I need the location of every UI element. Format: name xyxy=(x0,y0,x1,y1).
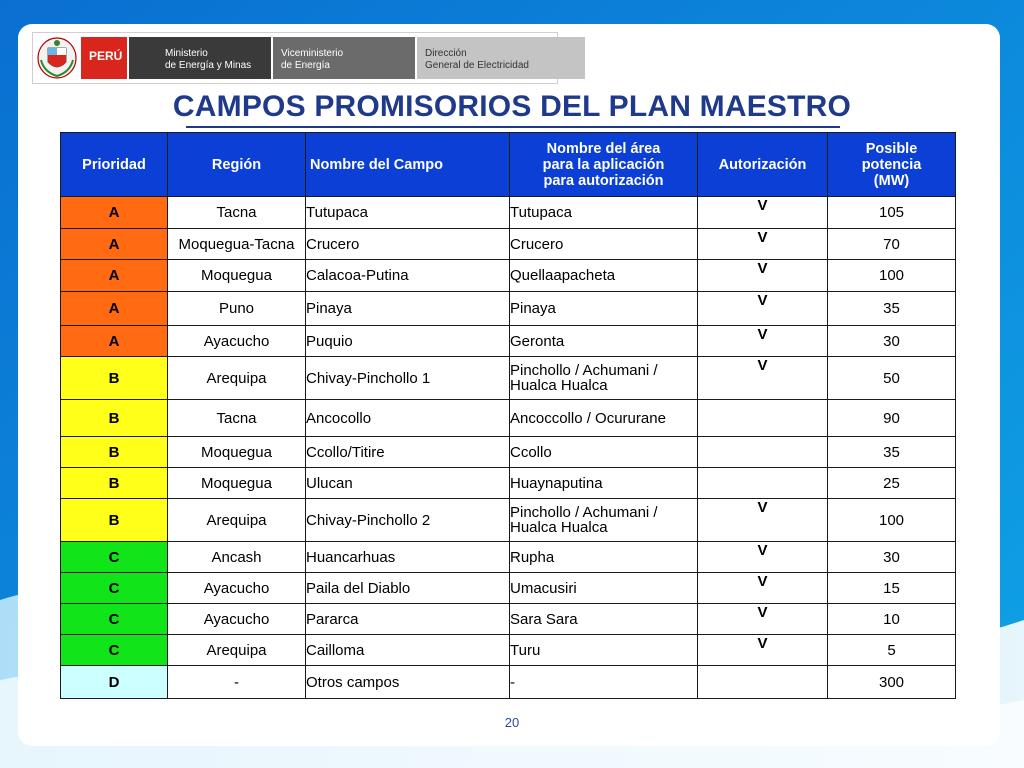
area-cell: Ancoccollo / Ocururane xyxy=(510,400,698,437)
campo-cell: Huancarhuas xyxy=(306,542,510,573)
prioridad-cell: B xyxy=(61,357,168,400)
campo-cell: Pararca xyxy=(306,604,510,635)
prioridad-cell: A xyxy=(61,292,168,326)
autorizacion-cell: V xyxy=(698,229,828,260)
potencia-cell: 35 xyxy=(828,292,956,326)
area-cell: Geronta xyxy=(510,326,698,357)
peru-label: PERÚ xyxy=(81,37,127,79)
title-underline xyxy=(186,126,840,128)
table-row xyxy=(61,400,956,437)
prioridad-cell: A xyxy=(61,197,168,229)
campo-cell: Ulucan xyxy=(306,468,510,499)
table-header-row xyxy=(61,133,956,197)
prioridad-cell: B xyxy=(61,499,168,542)
viceministerio-line1: Viceministerio xyxy=(281,48,344,59)
prioridad-cell: C xyxy=(61,604,168,635)
area-cell: Tutupaca xyxy=(510,197,698,229)
prioridad-cell: A xyxy=(61,260,168,292)
potencia-cell: 15 xyxy=(828,573,956,604)
autorizacion-cell: V xyxy=(698,635,828,666)
ministerio-segment xyxy=(129,37,271,79)
region-cell: Ayacucho xyxy=(168,573,306,604)
autorizacion-cell: V xyxy=(698,197,828,229)
direccion-line1: Dirección xyxy=(425,48,467,59)
potencia-cell: 100 xyxy=(828,260,956,292)
region-cell: Puno xyxy=(168,292,306,326)
potencia-cell: 100 xyxy=(828,499,956,542)
potencia-cell: 5 xyxy=(828,635,956,666)
header-region: Región xyxy=(168,133,306,197)
prioridad-cell: B xyxy=(61,468,168,499)
region-cell: Ancash xyxy=(168,542,306,573)
table-row xyxy=(61,326,956,357)
campo-cell: Paila del Diablo xyxy=(306,573,510,604)
prioridad-cell: D xyxy=(61,666,168,699)
campo-cell: Puquio xyxy=(306,326,510,357)
region-cell: Moquegua xyxy=(168,468,306,499)
potencia-cell: 30 xyxy=(828,542,956,573)
region-cell: Arequipa xyxy=(168,357,306,400)
header-campo: Nombre del Campo xyxy=(306,133,510,197)
autorizacion-cell: V xyxy=(698,260,828,292)
campo-cell: Pinaya xyxy=(306,292,510,326)
region-cell: Moquegua xyxy=(168,260,306,292)
table-row xyxy=(61,437,956,468)
table-row xyxy=(61,604,956,635)
autorizacion-cell: V xyxy=(698,326,828,357)
autorizacion-cell: V xyxy=(698,357,828,400)
promising-fields-table xyxy=(60,132,956,699)
header-potencia: Posible potencia (MW) xyxy=(828,133,956,197)
area-cell: Quellaapacheta xyxy=(510,260,698,292)
header-autorizacion: Autorización xyxy=(698,133,828,197)
prioridad-cell: C xyxy=(61,573,168,604)
potencia-cell: 70 xyxy=(828,229,956,260)
campo-cell: Cailloma xyxy=(306,635,510,666)
region-cell: - xyxy=(168,666,306,699)
region-cell: Moquegua-Tacna xyxy=(168,229,306,260)
table-row xyxy=(61,468,956,499)
table-row xyxy=(61,357,956,400)
page-number: 20 xyxy=(504,715,520,730)
area-cell: Umacusiri xyxy=(510,573,698,604)
table-row xyxy=(61,635,956,666)
potencia-cell: 30 xyxy=(828,326,956,357)
area-cell: Pinchollo / Achumani / Hualca Hualca xyxy=(510,357,698,400)
autorizacion-cell: V xyxy=(698,292,828,326)
area-cell: Rupha xyxy=(510,542,698,573)
header-prioridad: Prioridad xyxy=(61,133,168,197)
potencia-cell: 300 xyxy=(828,666,956,699)
autorizacion-cell: V xyxy=(698,604,828,635)
campo-cell: Crucero xyxy=(306,229,510,260)
table-row xyxy=(61,197,956,229)
campo-cell: Calacoa-Putina xyxy=(306,260,510,292)
autorizacion-cell: V xyxy=(698,542,828,573)
autorizacion-cell xyxy=(698,437,828,468)
campo-cell: Ccollo/Titire xyxy=(306,437,510,468)
slide-title: CAMPOS PROMISORIOS DEL PLAN MAESTRO xyxy=(172,90,852,123)
campo-cell: Chivay-Pinchollo 1 xyxy=(306,357,510,400)
region-cell: Ayacucho xyxy=(168,326,306,357)
campo-cell: Ancocollo xyxy=(306,400,510,437)
area-cell: - xyxy=(510,666,698,699)
table-row xyxy=(61,542,956,573)
area-cell: Pinchollo / Achumani / Hualca Hualca xyxy=(510,499,698,542)
ministerio-line1: Ministerio xyxy=(165,48,208,59)
autorizacion-cell xyxy=(698,400,828,437)
campo-cell: Chivay-Pinchollo 2 xyxy=(306,499,510,542)
potencia-cell: 90 xyxy=(828,400,956,437)
area-cell: Crucero xyxy=(510,229,698,260)
direccion-segment xyxy=(417,37,585,79)
potencia-cell: 35 xyxy=(828,437,956,468)
area-cell: Sara Sara xyxy=(510,604,698,635)
area-cell: Huaynaputina xyxy=(510,468,698,499)
table-row xyxy=(61,260,956,292)
potencia-cell: 10 xyxy=(828,604,956,635)
area-cell: Ccollo xyxy=(510,437,698,468)
government-logo-strip xyxy=(32,32,558,84)
table-row xyxy=(61,292,956,326)
prioridad-cell: A xyxy=(61,229,168,260)
campo-cell: Otros campos xyxy=(306,666,510,699)
ministerio-line2: de Energía y Minas xyxy=(165,60,252,71)
area-cell: Pinaya xyxy=(510,292,698,326)
autorizacion-cell xyxy=(698,666,828,699)
prioridad-cell: B xyxy=(61,400,168,437)
region-cell: Tacna xyxy=(168,400,306,437)
prioridad-cell: B xyxy=(61,437,168,468)
potencia-cell: 25 xyxy=(828,468,956,499)
region-cell: Moquegua xyxy=(168,437,306,468)
campo-cell: Tutupaca xyxy=(306,197,510,229)
area-cell: Turu xyxy=(510,635,698,666)
coat-of-arms-icon xyxy=(36,36,78,80)
autorizacion-cell: V xyxy=(698,573,828,604)
prioridad-cell: A xyxy=(61,326,168,357)
region-cell: Arequipa xyxy=(168,635,306,666)
direccion-line2: General de Electricidad xyxy=(425,60,529,71)
table-row xyxy=(61,499,956,542)
prioridad-cell: C xyxy=(61,542,168,573)
viceministerio-segment xyxy=(273,37,415,79)
autorizacion-cell: V xyxy=(698,499,828,542)
table-row xyxy=(61,229,956,260)
region-cell: Arequipa xyxy=(168,499,306,542)
region-cell: Tacna xyxy=(168,197,306,229)
prioridad-cell: C xyxy=(61,635,168,666)
potencia-cell: 105 xyxy=(828,197,956,229)
table-row xyxy=(61,573,956,604)
potencia-cell: 50 xyxy=(828,357,956,400)
header-area: Nombre del área para la aplicación para autorización xyxy=(510,133,698,197)
autorizacion-cell xyxy=(698,468,828,499)
table-row xyxy=(61,666,956,699)
region-cell: Ayacucho xyxy=(168,604,306,635)
viceministerio-line2: de Energía xyxy=(281,60,330,71)
